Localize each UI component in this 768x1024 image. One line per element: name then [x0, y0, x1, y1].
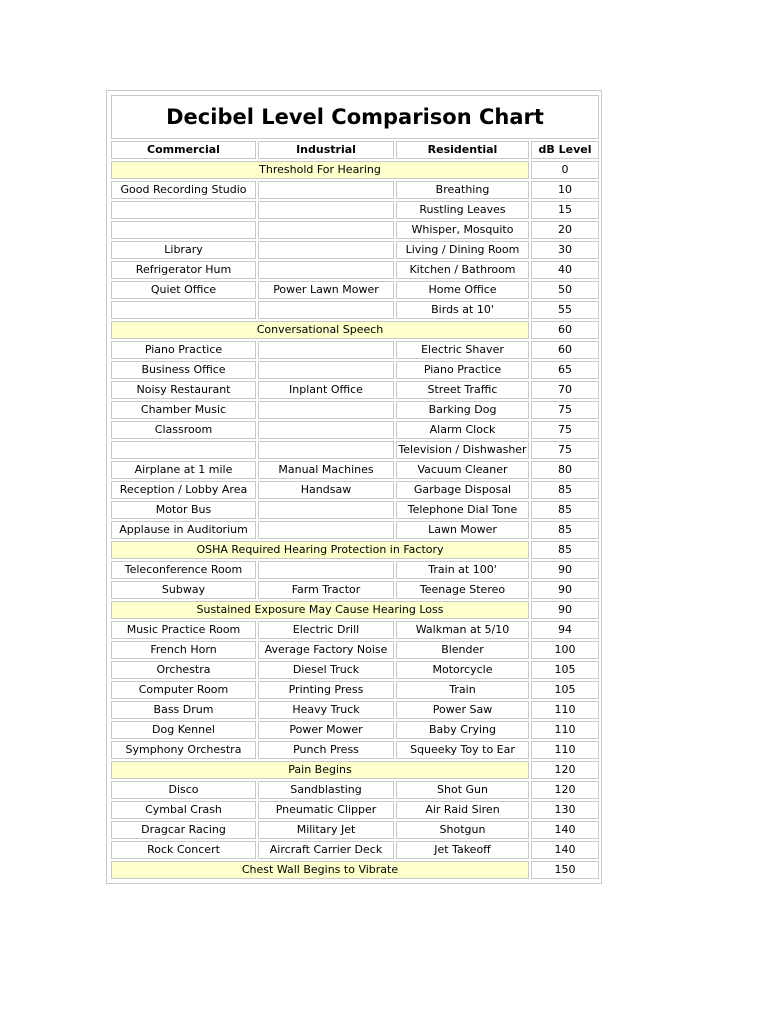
- db-level-cell: 80: [531, 461, 599, 479]
- table-row: [111, 361, 599, 379]
- db-level-cell: 110: [531, 721, 599, 739]
- commercial-cell: Applause in Auditorium: [111, 521, 256, 539]
- table-row: [111, 661, 599, 679]
- residential-cell: Kitchen / Bathroom: [396, 261, 529, 279]
- db-level-cell: 120: [531, 761, 599, 779]
- residential-cell: Barking Dog: [396, 401, 529, 419]
- commercial-cell: [111, 301, 256, 319]
- db-level-cell: 60: [531, 341, 599, 359]
- commercial-cell: Disco: [111, 781, 256, 799]
- db-level-cell: 55: [531, 301, 599, 319]
- db-level-cell: 110: [531, 701, 599, 719]
- db-level-cell: 100: [531, 641, 599, 659]
- industrial-cell: [258, 441, 394, 459]
- residential-cell: Motorcycle: [396, 661, 529, 679]
- industrial-cell: [258, 421, 394, 439]
- commercial-cell: Reception / Lobby Area: [111, 481, 256, 499]
- table-row: [111, 481, 599, 499]
- residential-cell: Squeeky Toy to Ear: [396, 741, 529, 759]
- commercial-cell: Music Practice Room: [111, 621, 256, 639]
- residential-cell: Television / Dishwasher: [396, 441, 529, 459]
- commercial-cell: Good Recording Studio: [111, 181, 256, 199]
- commercial-cell: Library: [111, 241, 256, 259]
- industrial-cell: [258, 261, 394, 279]
- table-row: [111, 741, 599, 759]
- table-row: [111, 181, 599, 199]
- industrial-cell: Power Mower: [258, 721, 394, 739]
- db-level-cell: 0: [531, 161, 599, 179]
- commercial-cell: Classroom: [111, 421, 256, 439]
- db-level-cell: 120: [531, 781, 599, 799]
- industrial-cell: Power Lawn Mower: [258, 281, 394, 299]
- industrial-cell: [258, 341, 394, 359]
- industrial-cell: Military Jet: [258, 821, 394, 839]
- db-level-cell: 105: [531, 661, 599, 679]
- threshold-row: [111, 761, 599, 779]
- industrial-cell: [258, 401, 394, 419]
- table-row: [111, 441, 599, 459]
- industrial-cell: [258, 501, 394, 519]
- table-row: [111, 581, 599, 599]
- commercial-cell: Cymbal Crash: [111, 801, 256, 819]
- residential-cell: Rustling Leaves: [396, 201, 529, 219]
- db-level-cell: 40: [531, 261, 599, 279]
- db-level-cell: 20: [531, 221, 599, 239]
- industrial-cell: [258, 241, 394, 259]
- commercial-cell: Teleconference Room: [111, 561, 256, 579]
- table-row: [111, 301, 599, 319]
- commercial-cell: Subway: [111, 581, 256, 599]
- commercial-cell: Bass Drum: [111, 701, 256, 719]
- db-level-cell: 60: [531, 321, 599, 339]
- db-level-cell: 50: [531, 281, 599, 299]
- commercial-cell: Symphony Orchestra: [111, 741, 256, 759]
- threshold-row: [111, 601, 599, 619]
- residential-cell: Alarm Clock: [396, 421, 529, 439]
- table-body: [111, 161, 599, 879]
- db-level-cell: 75: [531, 401, 599, 419]
- db-level-cell: 150: [531, 861, 599, 879]
- db-level-cell: 75: [531, 421, 599, 439]
- db-level-cell: 10: [531, 181, 599, 199]
- table-row: [111, 241, 599, 259]
- residential-cell: Living / Dining Room: [396, 241, 529, 259]
- title-row: [111, 95, 599, 139]
- industrial-cell: Heavy Truck: [258, 701, 394, 719]
- table-row: [111, 221, 599, 239]
- header-industrial: Industrial: [258, 141, 394, 159]
- threshold-label: Conversational Speech: [111, 321, 529, 339]
- industrial-cell: Electric Drill: [258, 621, 394, 639]
- residential-cell: Power Saw: [396, 701, 529, 719]
- industrial-cell: Aircraft Carrier Deck: [258, 841, 394, 859]
- table-row: [111, 341, 599, 359]
- table-row: [111, 561, 599, 579]
- residential-cell: Piano Practice: [396, 361, 529, 379]
- commercial-cell: [111, 201, 256, 219]
- table-row: [111, 801, 599, 819]
- residential-cell: Garbage Disposal: [396, 481, 529, 499]
- table-row: [111, 841, 599, 859]
- industrial-cell: [258, 181, 394, 199]
- residential-cell: Shotgun: [396, 821, 529, 839]
- residential-cell: Air Raid Siren: [396, 801, 529, 819]
- db-level-cell: 85: [531, 521, 599, 539]
- db-level-cell: 75: [531, 441, 599, 459]
- threshold-row: [111, 321, 599, 339]
- table-row: [111, 781, 599, 799]
- commercial-cell: Dog Kennel: [111, 721, 256, 739]
- db-level-cell: 130: [531, 801, 599, 819]
- commercial-cell: Noisy Restaurant: [111, 381, 256, 399]
- db-level-cell: 105: [531, 681, 599, 699]
- table-row: [111, 261, 599, 279]
- decibel-chart: [106, 90, 602, 884]
- db-level-cell: 110: [531, 741, 599, 759]
- residential-cell: Teenage Stereo: [396, 581, 529, 599]
- commercial-cell: Airplane at 1 mile: [111, 461, 256, 479]
- commercial-cell: Dragcar Racing: [111, 821, 256, 839]
- commercial-cell: Rock Concert: [111, 841, 256, 859]
- industrial-cell: [258, 221, 394, 239]
- table-row: [111, 501, 599, 519]
- threshold-label: OSHA Required Hearing Protection in Factory: [111, 541, 529, 559]
- page-title: Decibel Level Comparison Chart: [111, 95, 599, 139]
- threshold-row: [111, 161, 599, 179]
- commercial-cell: [111, 441, 256, 459]
- commercial-cell: Piano Practice: [111, 341, 256, 359]
- residential-cell: Walkman at 5/10: [396, 621, 529, 639]
- header-row: [111, 141, 599, 159]
- residential-cell: Breathing: [396, 181, 529, 199]
- residential-cell: Birds at 10': [396, 301, 529, 319]
- db-level-cell: 65: [531, 361, 599, 379]
- table-row: [111, 721, 599, 739]
- industrial-cell: [258, 361, 394, 379]
- threshold-label: Threshold For Hearing: [111, 161, 529, 179]
- threshold-row: [111, 541, 599, 559]
- db-level-cell: 15: [531, 201, 599, 219]
- industrial-cell: [258, 521, 394, 539]
- commercial-cell: Computer Room: [111, 681, 256, 699]
- table-row: [111, 421, 599, 439]
- header-residential: Residential: [396, 141, 529, 159]
- industrial-cell: Average Factory Noise: [258, 641, 394, 659]
- db-level-cell: 85: [531, 501, 599, 519]
- commercial-cell: Orchestra: [111, 661, 256, 679]
- industrial-cell: Diesel Truck: [258, 661, 394, 679]
- db-level-cell: 30: [531, 241, 599, 259]
- table-row: [111, 401, 599, 419]
- table-row: [111, 201, 599, 219]
- table-row: [111, 681, 599, 699]
- commercial-cell: French Horn: [111, 641, 256, 659]
- db-level-cell: 94: [531, 621, 599, 639]
- table-row: [111, 281, 599, 299]
- residential-cell: Lawn Mower: [396, 521, 529, 539]
- industrial-cell: Sandblasting: [258, 781, 394, 799]
- db-level-cell: 140: [531, 841, 599, 859]
- residential-cell: Train at 100': [396, 561, 529, 579]
- db-level-cell: 85: [531, 541, 599, 559]
- header-db-level: dB Level: [531, 141, 599, 159]
- table-row: [111, 821, 599, 839]
- industrial-cell: [258, 301, 394, 319]
- commercial-cell: Refrigerator Hum: [111, 261, 256, 279]
- residential-cell: Baby Crying: [396, 721, 529, 739]
- residential-cell: Telephone Dial Tone: [396, 501, 529, 519]
- industrial-cell: Handsaw: [258, 481, 394, 499]
- industrial-cell: Printing Press: [258, 681, 394, 699]
- table-row: [111, 461, 599, 479]
- residential-cell: Train: [396, 681, 529, 699]
- residential-cell: Jet Takeoff: [396, 841, 529, 859]
- db-level-cell: 90: [531, 561, 599, 579]
- residential-cell: Blender: [396, 641, 529, 659]
- db-level-cell: 70: [531, 381, 599, 399]
- residential-cell: Vacuum Cleaner: [396, 461, 529, 479]
- table-row: [111, 641, 599, 659]
- residential-cell: Electric Shaver: [396, 341, 529, 359]
- industrial-cell: [258, 201, 394, 219]
- industrial-cell: Farm Tractor: [258, 581, 394, 599]
- db-level-cell: 140: [531, 821, 599, 839]
- commercial-cell: Quiet Office: [111, 281, 256, 299]
- commercial-cell: Motor Bus: [111, 501, 256, 519]
- db-level-cell: 90: [531, 601, 599, 619]
- threshold-label: Pain Begins: [111, 761, 529, 779]
- industrial-cell: Punch Press: [258, 741, 394, 759]
- header-commercial: Commercial: [111, 141, 256, 159]
- decibel-table: [109, 93, 601, 881]
- table-row: [111, 521, 599, 539]
- commercial-cell: Chamber Music: [111, 401, 256, 419]
- db-level-cell: 85: [531, 481, 599, 499]
- residential-cell: Shot Gun: [396, 781, 529, 799]
- commercial-cell: Business Office: [111, 361, 256, 379]
- industrial-cell: [258, 561, 394, 579]
- industrial-cell: Manual Machines: [258, 461, 394, 479]
- industrial-cell: Inplant Office: [258, 381, 394, 399]
- threshold-label: Chest Wall Begins to Vibrate: [111, 861, 529, 879]
- threshold-row: [111, 861, 599, 879]
- residential-cell: Whisper, Mosquito: [396, 221, 529, 239]
- table-row: [111, 621, 599, 639]
- residential-cell: Home Office: [396, 281, 529, 299]
- industrial-cell: Pneumatic Clipper: [258, 801, 394, 819]
- residential-cell: Street Traffic: [396, 381, 529, 399]
- table-row: [111, 701, 599, 719]
- threshold-label: Sustained Exposure May Cause Hearing Loss: [111, 601, 529, 619]
- table-row: [111, 381, 599, 399]
- commercial-cell: [111, 221, 256, 239]
- db-level-cell: 90: [531, 581, 599, 599]
